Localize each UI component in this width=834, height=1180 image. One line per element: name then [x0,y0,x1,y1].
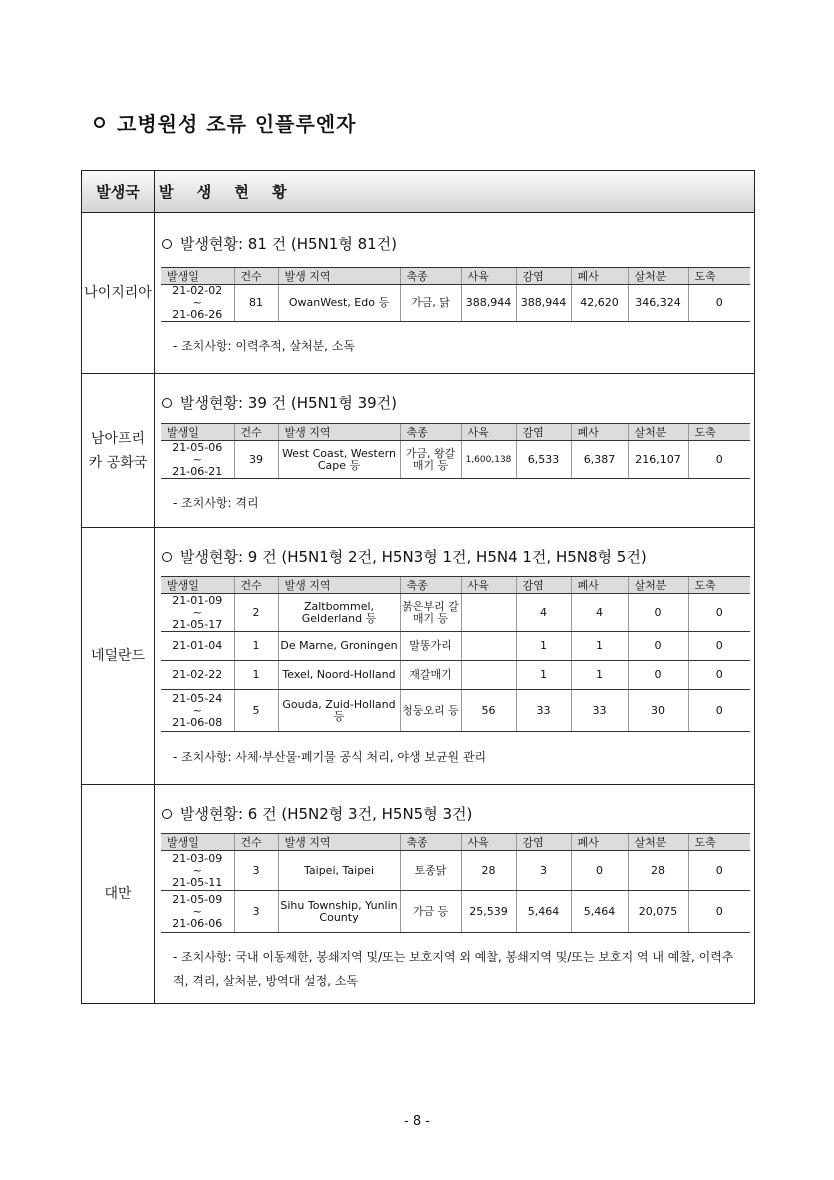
cell-date [161,851,234,891]
col-region: 발생 지역 [278,424,400,441]
col-infected: 감염 [516,834,571,851]
data-table [161,833,750,933]
measures-text: - 조치사항: 이력추적, 살처분, 소독 [173,339,355,353]
col-region: 발생 지역 [278,577,400,594]
col-region: 발생 지역 [278,268,400,285]
document-title [94,108,356,137]
table-row [161,441,750,479]
cell-date [161,891,234,933]
date-sep: ~ [192,605,202,619]
header-country: 발생국 [82,171,155,212]
date-end: 21-06-21 [172,464,223,478]
status-text: 발생현황: 81 건 (H5N1형 81건) [180,235,398,253]
col-raised: 사육 [461,268,516,285]
country-name: 대만 [82,785,155,1003]
date-start: 21-02-02 [172,284,223,297]
cell-region: Gouda, Zuid-Holland 등 [278,690,400,732]
country-name: 나이지리아 [82,213,155,373]
measures-text: - 조치사항: 국내 이동제한, 봉쇄지역 및/또는 보호지역 외 예찰, 봉쇄지역 및/또는 보호지 역 내 예찰, 이력추적, 격리, 살처분, 방역대 설정, 소독 [173,950,734,988]
cell-date: 21-02-22 [161,661,234,690]
table-row [161,632,750,661]
cell-region: Sihu Township, Yunlin County [278,891,400,933]
cell-raised [461,632,516,661]
table-header [82,171,754,213]
col-date: 발생일 [161,577,234,594]
measures-text: - 조치사항: 격리 [173,496,259,510]
cell-dead: 6,387 [571,441,628,479]
table-row [161,891,750,933]
cell-infected: 388,944 [516,285,571,322]
column-header-row [161,834,750,851]
cell-culled: 0 [628,594,688,632]
col-culled: 살처분 [628,424,688,441]
cell-culled: 28 [628,851,688,891]
cell-region: De Marne, Groningen [278,632,400,661]
date-sep: ~ [192,452,202,466]
col-count: 건수 [234,577,278,594]
circle-bullet-icon [162,239,172,249]
date-start: 21-05-06 [172,440,223,454]
column-header-row [161,577,750,594]
cell-raised: 25,539 [461,891,516,933]
column-header-row [161,268,750,285]
cell-species: 말똥가리 [400,632,461,661]
cell-count: 5 [234,690,278,732]
date-sep: ~ [192,863,202,877]
date-sep: ~ [192,296,202,309]
col-species: 축종 [400,577,461,594]
cell-raised: 56 [461,690,516,732]
cell-region: West Coast, Western Cape 등 [278,441,400,479]
col-culled: 살처분 [628,268,688,285]
column-header-row [161,424,750,441]
col-infected: 감염 [516,268,571,285]
col-culled: 살처분 [628,577,688,594]
col-species: 축종 [400,268,461,285]
page-number: - 8 - [404,1114,430,1129]
cell-dead: 5,464 [571,891,628,933]
col-slaughtered: 도축 [688,834,750,851]
cell-slaughtered: 0 [688,632,750,661]
cell-species: 가금, 닭 [400,285,461,322]
cell-culled: 0 [628,632,688,661]
status-text: 발생현황: 39 건 (H5N1형 39건) [180,394,398,412]
col-infected: 감염 [516,577,571,594]
col-date: 발생일 [161,834,234,851]
cell-count: 3 [234,891,278,933]
cell-count: 39 [234,441,278,479]
cell-raised: 1,600,138 [461,441,516,479]
col-dead: 폐사 [571,424,628,441]
cell-infected: 4 [516,594,571,632]
cell-dead: 1 [571,632,628,661]
col-slaughtered: 도축 [688,268,750,285]
status-line [162,392,397,413]
cell-infected: 1 [516,661,571,690]
col-culled: 살처분 [628,834,688,851]
table-row [161,285,750,322]
col-date: 발생일 [161,424,234,441]
cell-dead: 0 [571,851,628,891]
date-end: 21-06-08 [172,715,223,729]
measures-text: - 조치사항: 사체·부산물·폐기물 공식 처리, 야생 보균원 관리 [173,750,487,764]
cell-count: 1 [234,632,278,661]
table-row [161,851,750,891]
cell-species: 청둥오리 등 [400,690,461,732]
cell-raised [461,594,516,632]
outbreak-table [81,170,755,1004]
cell-dead: 42,620 [571,285,628,322]
cell-slaughtered: 0 [688,851,750,891]
cell-date: 21-01-04 [161,632,234,661]
cell-count: 2 [234,594,278,632]
cell-infected: 1 [516,632,571,661]
col-count: 건수 [234,268,278,285]
cell-region: Zaltbommel, Gelderland 등 [278,594,400,632]
cell-date [161,690,234,732]
cell-slaughtered: 0 [688,690,750,732]
cell-species: 토종닭 [400,851,461,891]
date-sep: ~ [192,703,202,717]
col-dead: 폐사 [571,834,628,851]
cell-dead: 1 [571,661,628,690]
cell-culled: 30 [628,690,688,732]
table-row [161,690,750,732]
circle-bullet-icon [162,398,172,408]
cell-species: 붉은부리 갈매기 등 [400,594,461,632]
cell-infected: 5,464 [516,891,571,933]
cell-culled: 346,324 [628,285,688,322]
cell-species: 가금, 왕갈매기 등 [400,441,461,479]
cell-slaughtered: 0 [688,891,750,933]
cell-count: 81 [234,285,278,322]
cell-culled: 20,075 [628,891,688,933]
col-species: 축종 [400,834,461,851]
date-start: 21-01-09 [172,593,223,607]
col-species: 축종 [400,424,461,441]
circle-bullet-icon [94,117,105,128]
country-name: 남아프리카 공화국 [82,374,155,527]
cell-slaughtered: 0 [688,285,750,322]
cell-raised: 388,944 [461,285,516,322]
status-text: 발생현황: 9 건 (H5N1형 2건, H5N3형 1건, H5N4 1건, H5N8형 5건) [180,548,647,566]
cell-infected: 33 [516,690,571,732]
cell-slaughtered: 0 [688,661,750,690]
date-start: 21-03-09 [172,851,223,865]
cell-culled: 0 [628,661,688,690]
cell-date [161,441,234,479]
status-line [162,546,647,567]
col-date: 발생일 [161,268,234,285]
status-text: 발생현황: 6 건 (H5N2형 3건, H5N5형 3건) [180,805,473,823]
date-start: 21-05-24 [172,691,223,705]
col-region: 발생 지역 [278,834,400,851]
cell-dead: 4 [571,594,628,632]
date-sep: ~ [192,904,202,918]
cell-region: Taipei, Taipei [278,851,400,891]
table-row [161,661,750,690]
cell-count: 3 [234,851,278,891]
cell-species: 재갈매기 [400,661,461,690]
col-slaughtered: 도축 [688,577,750,594]
status-line [162,233,397,254]
document-title-text: 고병원성 조류 인플루엔자 [117,112,357,136]
circle-bullet-icon [162,552,172,562]
cell-region: OwanWest, Edo 등 [278,285,400,322]
date-end: 21-06-06 [172,916,223,930]
cell-date [161,594,234,632]
cell-infected: 6,533 [516,441,571,479]
data-table [161,423,750,479]
table-row [161,594,750,632]
cell-dead: 33 [571,690,628,732]
cell-infected: 3 [516,851,571,891]
date-end: 21-05-11 [172,875,223,889]
col-count: 건수 [234,834,278,851]
section-south-africa [82,374,754,528]
country-name: 네덜란드 [82,528,155,784]
col-slaughtered: 도축 [688,424,750,441]
cell-raised [461,661,516,690]
circle-bullet-icon [162,809,172,819]
col-raised: 사육 [461,424,516,441]
col-dead: 폐사 [571,577,628,594]
col-raised: 사육 [461,834,516,851]
col-infected: 감염 [516,424,571,441]
data-table [161,576,750,732]
cell-raised: 28 [461,851,516,891]
date-end: 21-05-17 [172,617,223,631]
section-netherlands [82,528,754,785]
cell-region: Texel, Noord-Holland [278,661,400,690]
section-nigeria [82,213,754,374]
date-start: 21-05-09 [172,892,223,906]
cell-slaughtered: 0 [688,441,750,479]
cell-species: 가금 등 [400,891,461,933]
cell-slaughtered: 0 [688,594,750,632]
header-status: 발 생 현 황 [159,183,296,201]
col-count: 건수 [234,424,278,441]
data-table [161,267,750,322]
date-end: 21-06-26 [172,308,223,321]
status-line [162,803,472,824]
cell-date [161,285,234,322]
cell-culled: 216,107 [628,441,688,479]
col-raised: 사육 [461,577,516,594]
col-dead: 폐사 [571,268,628,285]
cell-count: 1 [234,661,278,690]
section-taiwan [82,785,754,1003]
